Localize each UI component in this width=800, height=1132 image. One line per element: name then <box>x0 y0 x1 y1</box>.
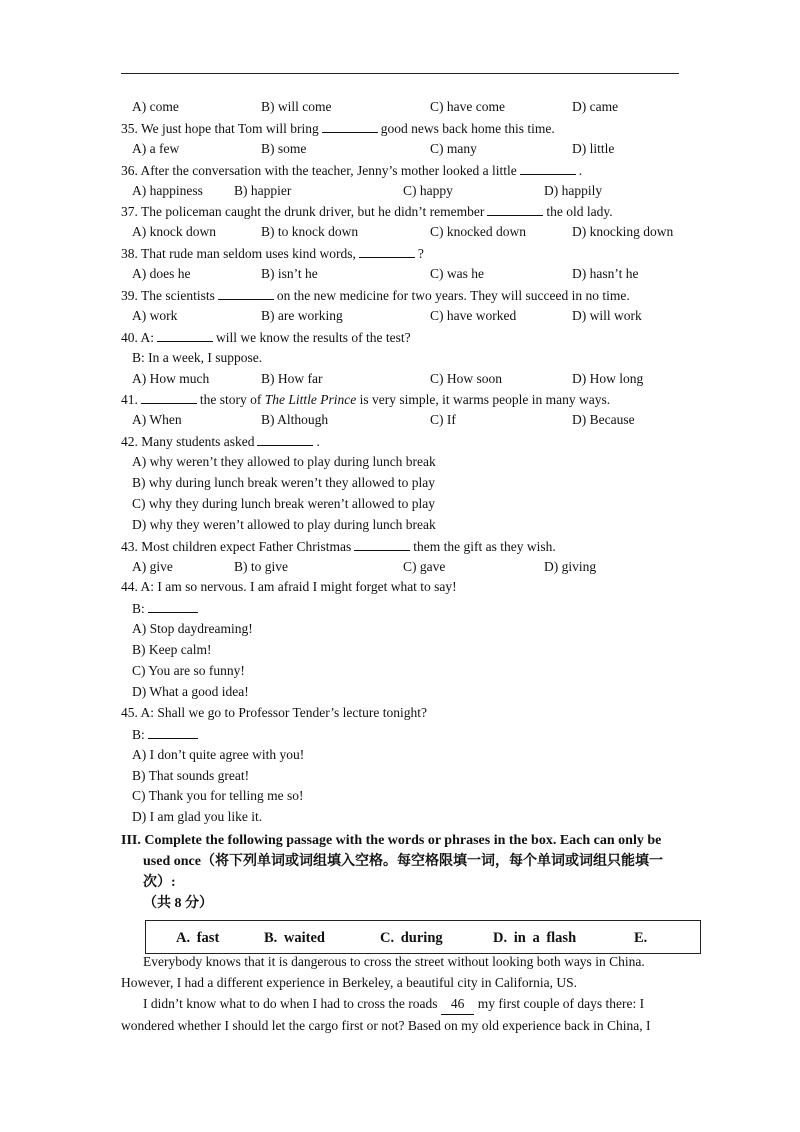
q37-stem-pre: 37. The policeman caught the drunk driver, but he didn’t remember <box>121 204 485 220</box>
q41-stem-post: is very simple, it warms people in many ways. <box>359 392 611 408</box>
question-42 <box>121 431 691 452</box>
q37-option-a: A) knock down <box>132 224 216 240</box>
q45-reply <box>121 724 691 745</box>
q35-option-d: D) little <box>572 140 615 156</box>
q35-stem-pre: 35. We just hope that Tom will bring <box>121 120 319 136</box>
question-37 <box>121 201 691 222</box>
q36-option-d: D) happily <box>544 182 603 198</box>
q45-reply-label: B: <box>132 726 145 742</box>
passage-p2-pre: I didn’t know what to do when I had to cross the roads <box>143 996 438 1011</box>
q36-blank <box>520 160 576 175</box>
passage-blank-46[interactable]: 46 <box>441 993 475 1015</box>
q45-blank <box>148 724 198 739</box>
q40-stem-pre: 40. A: <box>121 329 155 345</box>
q37-option-d: D) knocking down <box>572 224 674 240</box>
q42-option-d: D) why they weren’t allowed to play during lunch break <box>132 516 436 532</box>
word-box <box>145 920 701 954</box>
q35-stem-post: good news back home this time. <box>380 120 555 136</box>
q34-option-d: D) came <box>572 99 619 114</box>
q41-stem-mid: the story of <box>199 392 262 408</box>
q38-option-a: A) does he <box>132 266 191 282</box>
q35-option-b: B) some <box>261 140 307 156</box>
q36-options <box>121 181 691 202</box>
q38-blank <box>359 243 415 258</box>
q44-blank <box>148 598 198 613</box>
q38-option-d: D) hasn’t he <box>572 266 639 282</box>
q41-book-title: The Little Prince <box>264 392 357 408</box>
q39-option-a: A) work <box>132 307 178 323</box>
q43-option-d: D) giving <box>544 558 597 574</box>
question-38 <box>121 243 691 264</box>
q39-stem-post: on the new medicine for two years. They will succeed in no time. <box>276 288 630 304</box>
word-box-item-d: D. in a flash <box>493 930 577 947</box>
question-36 <box>121 160 691 181</box>
q37-blank <box>487 201 543 216</box>
q43-stem-post: them the gift as they wish. <box>413 538 556 554</box>
q35-option-c: C) many <box>430 140 477 156</box>
word-box-item-e: E. <box>634 930 648 947</box>
section-3-heading <box>121 830 691 914</box>
q34-option-a: A) come <box>132 99 179 114</box>
q44-reply <box>121 598 691 619</box>
section-3-line-1: III. Complete the following passage with the words or phrases in the box. Each can only be <box>121 833 662 849</box>
q42-option-a: A) why weren’t they allowed to play during lunch break <box>132 454 436 470</box>
word-box-item-c: C. during <box>380 930 443 947</box>
q39-stem-pre: 39. The scientists <box>121 288 215 304</box>
q43-option-c: C) gave <box>403 558 446 574</box>
q41-options <box>121 410 691 431</box>
q36-option-a: A) happiness <box>132 182 203 198</box>
q41-option-a: A) When <box>132 412 182 428</box>
q36-stem-post: . <box>578 162 583 178</box>
q37-option-b: B) to knock down <box>261 224 359 240</box>
q38-option-c: C) was he <box>430 266 484 282</box>
q39-options <box>121 306 691 327</box>
q44-reply-label: B: <box>132 601 145 617</box>
q44-option-c: C) You are so funny! <box>132 663 245 679</box>
q43-options <box>121 557 691 578</box>
question-40 <box>121 327 691 348</box>
q41-option-b: B) Although <box>261 412 329 428</box>
q40-option-b: B) How far <box>261 370 323 386</box>
q43-option-b: B) to give <box>234 558 288 574</box>
question-35 <box>121 118 691 139</box>
q38-options <box>121 264 691 285</box>
q38-option-b: B) isn’t he <box>261 266 318 282</box>
q40-options <box>121 369 691 390</box>
q39-option-b: B) are working <box>261 307 343 323</box>
q42-option-b: B) why during lunch break weren’t they allowed to play <box>132 475 436 491</box>
passage-paragraph-1: Everybody knows that it is dangerous to cross the street without looking both ways in China. However, I had a different experience in Berkeley, a beautiful city in California, US. <box>121 954 645 990</box>
question-43 <box>121 536 691 557</box>
q42-blank <box>257 431 313 446</box>
section-3-line-2: used once（将下列单词或词组填入空格。每空格限填一词，每个单词或词组只能填一次）: <box>143 854 663 891</box>
q42-stem-pre: 42. Many students asked <box>121 434 255 450</box>
q40-option-a: A) How much <box>132 370 210 386</box>
q41-option-c: C) If <box>430 412 456 428</box>
q37-option-c: C) knocked down <box>430 224 526 240</box>
q43-option-a: A) give <box>132 558 173 574</box>
q37-options <box>121 222 691 243</box>
q40-reply: B: In a week, I suppose. <box>132 349 263 365</box>
q44-option-d: D) What a good idea! <box>132 683 249 699</box>
question-45: 45. A: Shall we go to Professor Tender’s lecture tonight? <box>121 704 428 720</box>
q36-option-c: C) happy <box>403 182 453 198</box>
q44-option-b: B) Keep calm! <box>132 642 212 658</box>
passage-p2-post: my first couple of days there: I wondered whether I should let the cargo first or not? Based on my old experience back in China, I <box>121 996 651 1033</box>
reading-passage <box>121 951 681 1036</box>
q38-stem-pre: 38. That rude man seldom uses kind words, <box>121 246 356 262</box>
q36-option-b: B) happier <box>234 182 292 198</box>
q45-option-c: C) Thank you for telling me so! <box>132 788 304 804</box>
question-39 <box>121 285 691 306</box>
q41-stem-pre: 41. <box>121 392 138 408</box>
q36-stem-pre: 36. After the conversation with the teacher, Jenny’s mother looked a little <box>121 162 517 178</box>
q35-options <box>121 139 691 160</box>
q39-option-c: C) have worked <box>430 307 517 323</box>
q43-blank <box>354 536 410 551</box>
q40-option-d: D) How long <box>572 370 644 386</box>
q35-option-a: A) a few <box>132 140 180 156</box>
q38-stem-post: ? <box>417 246 424 262</box>
word-box-item-b: B. waited <box>264 930 325 947</box>
q41-option-d: D) Because <box>572 412 635 428</box>
question-list <box>121 97 691 954</box>
q34-options <box>121 97 691 118</box>
q42-stem-post: . <box>316 434 320 450</box>
q44-option-a: A) Stop daydreaming! <box>132 621 253 637</box>
q39-blank <box>218 285 274 300</box>
q41-blank <box>141 389 197 404</box>
q34-option-b: B) will come <box>261 99 332 114</box>
q40-option-c: C) How soon <box>430 370 503 386</box>
section-3-line-3: （共 8 分） <box>143 896 213 912</box>
q40-blank <box>157 327 213 342</box>
q35-blank <box>322 118 378 133</box>
q45-option-d: D) I am glad you like it. <box>132 809 263 825</box>
q37-stem-post: the old lady. <box>546 204 613 220</box>
passage-paragraph-2 <box>121 993 681 1036</box>
q39-option-d: D) will work <box>572 307 642 323</box>
q43-stem-pre: 43. Most children expect Father Christmas <box>121 538 352 554</box>
q40-stem-post: will we know the results of the test? <box>216 329 411 345</box>
q34-option-c: C) have come <box>430 99 505 114</box>
header-rule <box>121 73 679 74</box>
question-41 <box>121 389 691 410</box>
q42-option-c: C) why they during lunch break weren’t allowed to play <box>132 495 436 511</box>
q45-option-b: B) That sounds great! <box>132 767 250 783</box>
q45-option-a: A) I don’t quite agree with you! <box>132 746 305 762</box>
word-box-item-a: A. fast <box>176 930 220 947</box>
question-44: 44. A: I am so nervous. I am afraid I might forget what to say! <box>121 579 457 595</box>
